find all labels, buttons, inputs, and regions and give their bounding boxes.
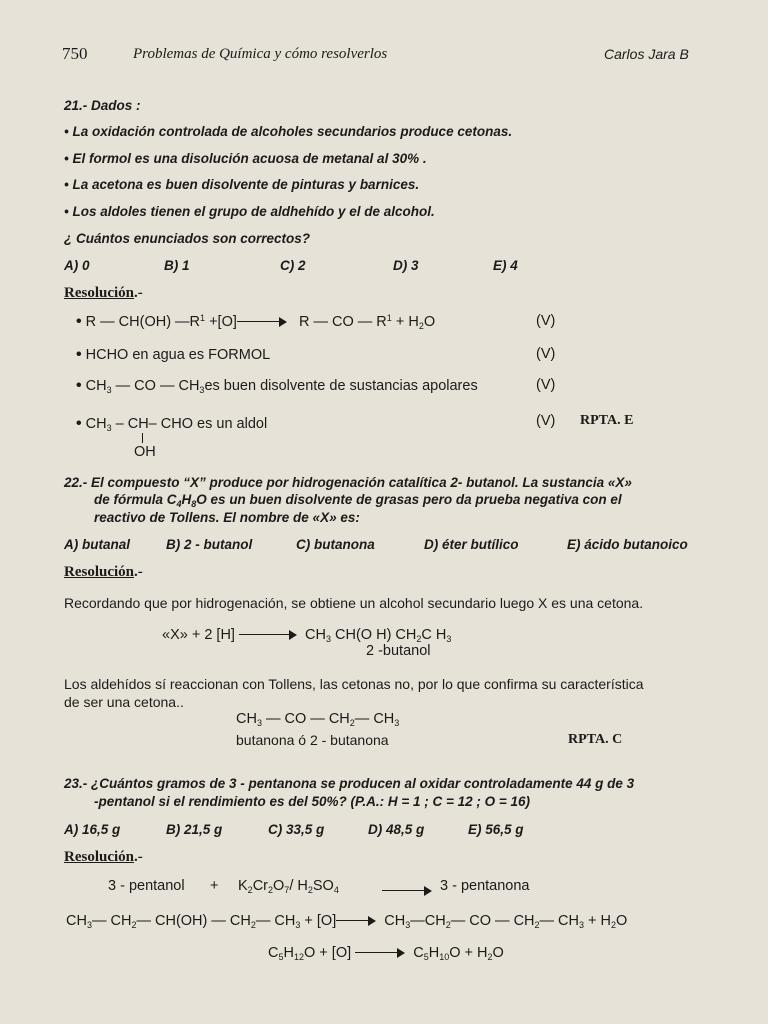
q21-line-1: • R — CH(OH) $—R^1 +[O]$ R — CO — $R^1 + H_2O$ (76, 313, 436, 331)
q22-text-line-2: de fórmula $C_4H_8O$ es un buen disolvente de grasas pero da prueba negativa con el (94, 492, 622, 509)
q22-option-e: E) ácido butanoico (567, 537, 688, 552)
q22-option-b: B) 2 - butanol (166, 537, 253, 552)
q22-paragraph-2-line-1: Los aldehídos sí reaccionan con Tollens, las cetonas no, por lo que confirma su característica (64, 676, 644, 692)
q22-option-d: D) éter butílico (424, 537, 519, 552)
q21-oh-branch: OH (134, 444, 156, 460)
q23-text-line-2: -pentanol si el rendimiento es del 50%? (P.A.: H = 1 ; C = 12 ; O = 16) (94, 794, 531, 809)
q22-ketone-name: butanona ó 2 - butanona (236, 732, 389, 748)
q21-option-b: B) 1 (164, 258, 190, 273)
author-name: Carlos Jara B (604, 46, 689, 62)
q21-line-4: • $CH_3 - CH-$ CHO es un aldol (76, 415, 268, 433)
q22-resolution-label: Resolución.- (64, 564, 143, 580)
q22-product-name: 2 -butanol (366, 643, 431, 659)
q22-answer: RPTA. C (568, 732, 623, 747)
q23-molecular-reaction: $C_5H_{12}O + [O]$ $C_5H_{10}O + H_2O$ (268, 945, 504, 962)
q21-line-3: • $CH_3$ — CO — $CH_3es$ buen disolvente de sustancias apolares (76, 377, 478, 395)
q22-option-c: C) butanona (296, 537, 375, 552)
q21-option-a: A) 0 (64, 258, 90, 273)
q22-option-a: A) butanal (64, 537, 130, 552)
reaction-arrow-icon (355, 948, 405, 958)
q21-verdict-2: (V) (536, 346, 556, 362)
q23-option-d: D) 48,5 g (368, 822, 425, 837)
q23-resolution-label: Resolución.- (64, 849, 143, 865)
q21-option-c: C) 2 (280, 258, 306, 273)
q23-option-e: E) 56,5 g (468, 822, 524, 837)
q21-answer: RPTA. E (580, 413, 634, 428)
q21-option-d: D) 3 (393, 258, 419, 273)
q23-word-right: 3 - pentanona (440, 878, 530, 894)
q22-reaction: «X» + 2 [H] $CH_3$ CH(O H) $CH_2C$ $H_3$ (162, 627, 452, 644)
q23-word-plus: + (210, 878, 219, 894)
q23-structural-reaction: $CH_3—$ $CH_2—$ CH(OH) — $CH_2—$ $CH_3 + [O]$ $CH_3—CH_2—$ CO — $CH_2—$ $CH_3 + H_2O$ (66, 913, 628, 930)
q22-ketone-formula: $CH_3$ — CO — $CH_2—$ $CH_3$ (236, 711, 400, 728)
q22-paragraph-1: Recordando que por hidrogenación, se obtiene un alcohol secundario luego X es una cetona. (64, 595, 644, 611)
q21-title: 21.- Dados : (64, 98, 141, 113)
reaction-arrow-icon (382, 882, 432, 900)
q23-oxidant: $K_2Cr_2O_7/$ $H_2SO_4$ (238, 878, 339, 895)
q23-option-c: C) 33,5 g (268, 822, 325, 837)
q23-option-a: A) 16,5 g (64, 822, 121, 837)
q22-text-line-1: 22.- El compuesto “X” produce por hidrogenación catalítica 2- butanol. La sustancia «X» (64, 475, 632, 490)
q21-verdict-1: (V) (536, 313, 556, 329)
bond-line (142, 433, 143, 443)
q23-option-b: B) 21,5 g (166, 822, 223, 837)
q21-statement: • La oxidación controlada de alcoholes secundarios produce cetonas. (64, 124, 513, 139)
q22-paragraph-2-line-2: de ser una cetona.. (64, 694, 184, 710)
q21-question: ¿ Cuántos enunciados son correctos? (64, 231, 311, 246)
q21-option-e: E) 4 (493, 258, 518, 273)
reaction-arrow-icon (336, 916, 376, 926)
reaction-arrow-icon (239, 630, 297, 640)
q21-statement: • Los aldoles tienen el grupo de aldhehído y el de alcohol. (64, 204, 435, 219)
q21-line-2: • HCHO en agua es FORMOL (76, 346, 271, 363)
q21-verdict-4: (V) (536, 413, 556, 429)
q21-statement: • El formol es una disolución acuosa de metanal al 30% . (64, 151, 427, 166)
page-number: 750 (62, 44, 88, 63)
q21-statement: • La acetona es buen disolvente de pinturas y barnices. (64, 177, 420, 192)
q23-text-line-1: 23.- ¿Cuántos gramos de 3 - pentanona se producen al oxidar controladamente 44 g de 3 (64, 776, 635, 791)
reaction-arrow-icon (237, 317, 287, 327)
q23-word-left: 3 - pentanol (108, 878, 185, 894)
book-title: Problemas de Química y cómo resolverlos (133, 46, 388, 62)
q21-verdict-3: (V) (536, 377, 556, 393)
q22-text-line-3: reactivo de Tollens. El nombre de «X» es: (94, 510, 360, 525)
q21-resolution-label: Resolución.- (64, 285, 143, 301)
